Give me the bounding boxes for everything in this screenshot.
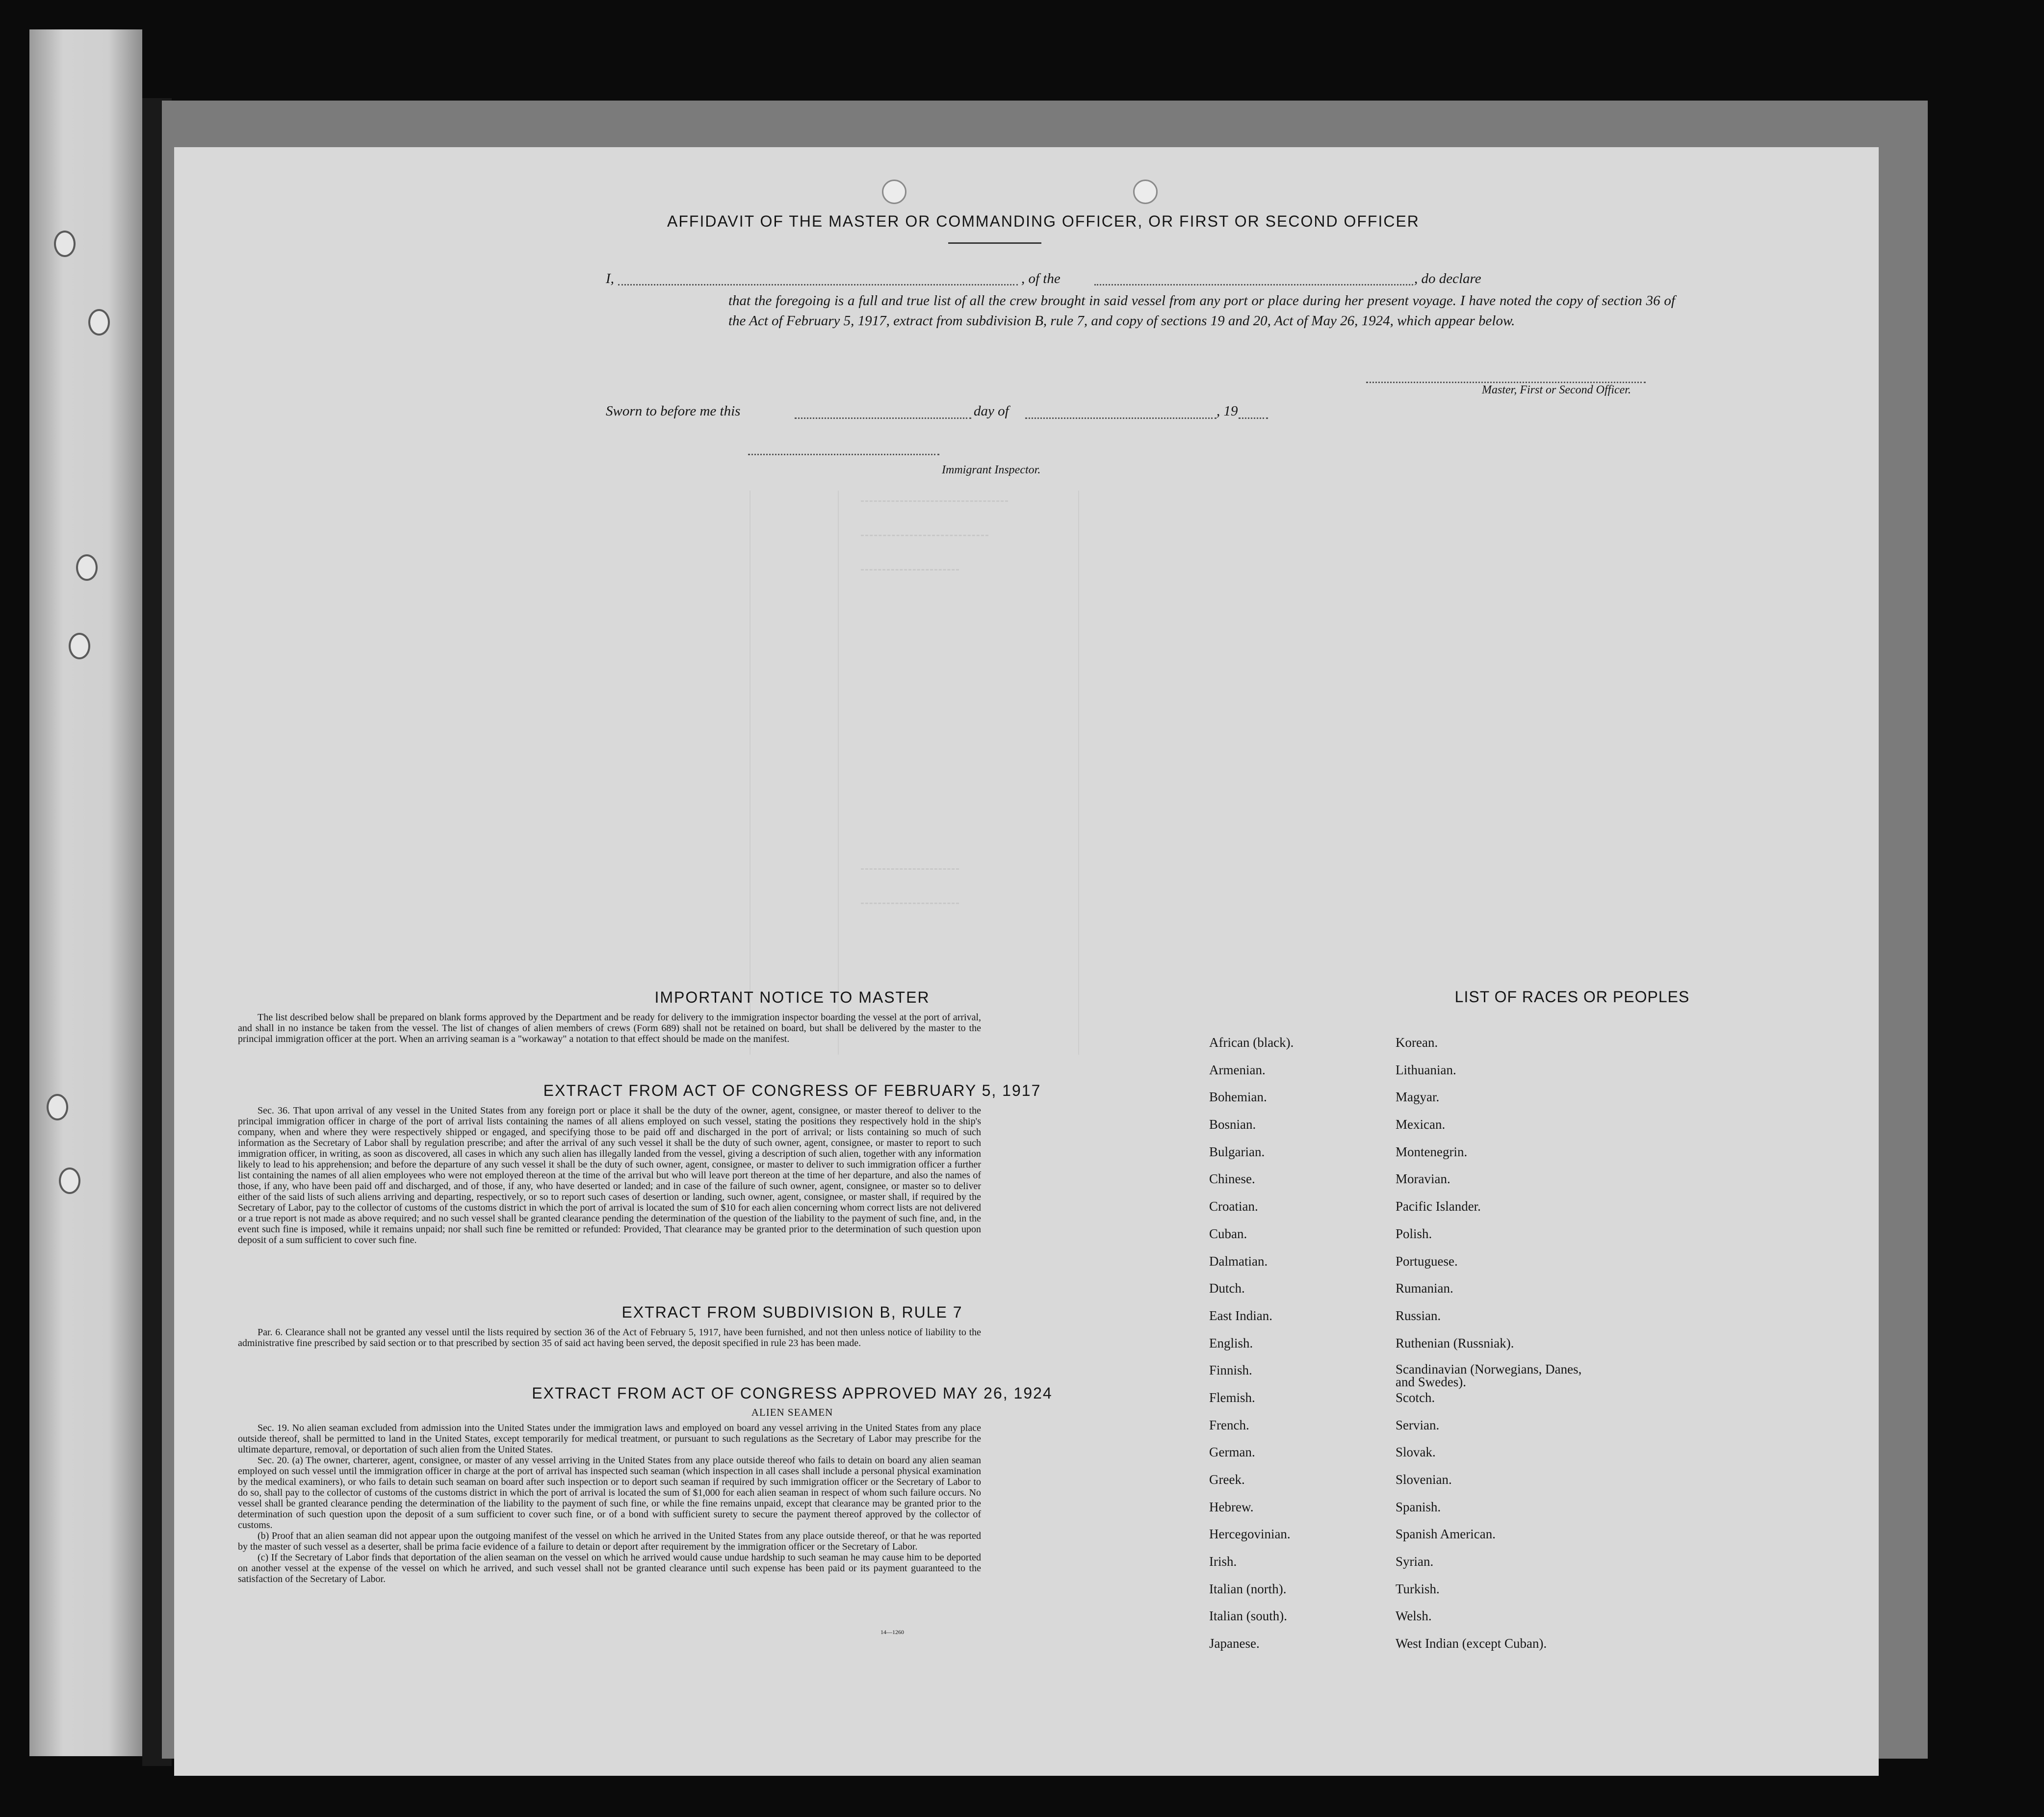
bleed-through-line — [861, 903, 959, 904]
binder-hole — [69, 633, 90, 659]
affidavit-i-label: I, — [606, 271, 614, 286]
race-item: Spanish. — [1396, 1499, 1441, 1514]
race-item: Servian. — [1396, 1417, 1440, 1432]
race-item: Hercegovinian. — [1209, 1527, 1291, 1542]
race-item: English. — [1209, 1335, 1253, 1350]
race-item: Chinese. — [1209, 1171, 1255, 1187]
sec-19-paragraph: Sec. 19. No alien seaman excluded from admission into the United States under the immigration laws and employed on board any vessel arriving in the United States from any place outside thereof, shall be permitted to land in the United States, except temporarily for medical treatment, or pursuant to such regulations as the Secretary of Labor may prescribe for the ultimate departure, removal, or deportation of such alien from the United States. — [238, 1423, 981, 1455]
bleed-through-line — [1078, 491, 1079, 1055]
affidavit-of-the-label: , of the — [1021, 271, 1061, 286]
vessel-name-field[interactable] — [1094, 284, 1413, 286]
bleed-through-line — [861, 868, 959, 870]
race-item: Russian. — [1396, 1308, 1441, 1323]
sec-20b-paragraph: (b) Proof that an alien seaman did not appear upon the outgoing manifest of the vessel on which he arrived in the United States from any place outside thereof, or that he was reported by the master of such vessel as a deserter, shall be prima facie evidence of a failure to detain or deport after requirement by the immigration officer or the Secretary of Labor. — [238, 1531, 981, 1552]
sworn-month-field[interactable] — [1025, 417, 1216, 419]
race-item: French. — [1209, 1417, 1249, 1432]
race-item: Armenian. — [1209, 1062, 1266, 1077]
extract-1924-title: EXTRACT FROM ACT OF CONGRESS APPROVED MAY 26, 1924 — [532, 1384, 1053, 1402]
race-item: Korean. — [1396, 1035, 1438, 1050]
race-item: African (black). — [1209, 1035, 1294, 1050]
notice-title: IMPORTANT NOTICE TO MASTER — [654, 988, 930, 1006]
race-item: Bosnian. — [1209, 1117, 1256, 1132]
binder-hole — [59, 1168, 80, 1194]
bleed-through-line — [861, 535, 988, 536]
race-item: Bulgarian. — [1209, 1144, 1265, 1159]
title-underline — [948, 242, 1041, 244]
race-item: Italian (south). — [1209, 1609, 1287, 1624]
race-item: Flemish. — [1209, 1390, 1255, 1405]
affidavit-declare-label: , do declare — [1414, 271, 1481, 286]
year-label: , 19 — [1216, 403, 1238, 419]
races-title: LIST OF RACES OR PEOPLES — [1454, 988, 1690, 1006]
race-item: Pacific Islander. — [1396, 1199, 1481, 1214]
race-item: Portuguese. — [1396, 1253, 1458, 1269]
form-page — [174, 147, 1879, 1776]
race-item: Italian (north). — [1209, 1581, 1287, 1596]
race-item: Syrian. — [1396, 1554, 1434, 1569]
binder-hole — [88, 309, 110, 336]
race-item: Mexican. — [1396, 1117, 1446, 1132]
sworn-day-field[interactable] — [795, 417, 971, 419]
extract-1917-title: EXTRACT FROM ACT OF CONGRESS OF FEBRUARY 5, 1917 — [543, 1082, 1041, 1099]
races-left-column — [1209, 1035, 1386, 1663]
notice-body: The list described below shall be prepared on blank forms approved by the Department and be ready for delivery to the immigration inspector boarding the vessel at the port of arrival, and shall in no instance be taken from the vessel. The list of changes of alien members of crews (Form 689) shall not be retained on board, but shall be delivered by the master to the principal immigration officer at the port. When an arriving seaman is a "workaway" a notation to that effect should be made on the manifest. — [238, 1012, 981, 1044]
binder-strip — [29, 29, 142, 1756]
race-item: Ruthenian (Russniak). — [1396, 1335, 1514, 1350]
binder-hole — [47, 1094, 68, 1120]
day-of-label: day of — [974, 403, 1009, 419]
sec-20c-paragraph: (c) If the Secretary of Labor finds that deportation of the alien seaman on the vessel on which he arrived would cause undue hardship to such seaman he may cause him to be deported on another vessel at the expense of the vessel on which he arrived, and such vessel shall not be granted clearance until such expense has been paid or its payment guaranteed to the satisfaction of the Secretary of Labor. — [238, 1552, 981, 1584]
race-item: East Indian. — [1209, 1308, 1272, 1323]
master-signature-label: Master, First or Second Officer. — [1482, 384, 1631, 396]
master-signature-field[interactable] — [1366, 382, 1646, 383]
extract-1924-body — [238, 1423, 981, 1584]
affidavit-title: AFFIDAVIT OF THE MASTER OR COMMANDING OFFICER, OR FIRST OR SECOND OFFICER — [667, 212, 1420, 230]
race-item: Turkish. — [1396, 1581, 1440, 1596]
binder-hole — [76, 554, 98, 581]
extract-rule7-body: Par. 6. Clearance shall not be granted any vessel until the lists required by section 36 of the Act of February 5, 1917, have been furnished, and not then unless notice of liability to the administrative fine prescribed by said section or to that prescribed by section 35 of said act having been served, the deposit specified in rule 23 has been made. — [238, 1327, 981, 1349]
extract-1917-body: Sec. 36. That upon arrival of any vessel in the United States from any foreign port or place it shall be the duty of the owner, agent, consignee, or master thereof to deliver to the principal immigration officer in charge of the port of arrival lists containing the names of all aliens employed on such vessel, stating the positions they respectively hold in the ship's company, when and where they were respectively shipped or engaged, and specifying those to be paid off and discharged in the port of arrival; or lists containing so much of such information as the Secretary of Labor shall by regulation prescribe; and after the arrival of any such vessel it shall be the duty of such owner, agent, consignee, or master to report to such immigration officer, in writing, as soon as discovered, all cases in which any such alien has illegally landed from the vessel, giving a description of such alien, together with any information likely to lead to his apprehension; and before the departure of any such vessel it shall be the duty of such owner, agent, consignee, or master to deliver to such immigration officer a further list containing the names of all alien employees who were not employed thereon at the time of the arrival but who will leave port thereon at the time of her departure, and also the names of those, if any, who have been paid off and discharged, and of those, if any, who have deserted or landed; and in case of the failure of such owner, agent, consignee, or master so to deliver either of the said lists of such aliens arriving and departing, respectively, or so to report such cases of desertion or landing, such owner, agent, consignee, or master shall, if required by the Secretary of Labor, pay to the collector of customs of the customs district in which the port of arrival is located the sum of $10 for each alien concerning whom correct lists are not delivered or a true report is not made as above required; and no such vessel shall be granted clearance pending the determination of the question of the liability to the payment of such fine, and, in the event such fine is imposed, while it remains unpaid; nor shall such fine be remitted or refunded: Provided, That clearance may be granted prior to the determination of such question upon deposit of a sum sufficient to cover such fine. — [238, 1105, 981, 1246]
race-item: Irish. — [1209, 1554, 1237, 1569]
race-item: Japanese. — [1209, 1636, 1260, 1651]
race-item: Lithuanian. — [1396, 1062, 1456, 1077]
race-item: Scandinavian (Norwegians, Danes, and Swedes). — [1396, 1362, 1582, 1390]
race-item: Magyar. — [1396, 1090, 1440, 1105]
extract-rule7-title: EXTRACT FROM SUBDIVISION B, RULE 7 — [621, 1303, 963, 1321]
sec-20a-paragraph: Sec. 20. (a) The owner, charterer, agent, consignee, or master of any vessel arriving in the United States from any place outside thereof who fails to detain on board any alien seaman employed on such vessel until the immigration officer in charge at the port of arrival has inspected such seaman (which inspection in all cases shall include a personal physical examination by the medical examiners), or who fails to detain such seaman on board after such inspection or to deport such seaman if required by such immigration officer or the Secretary of Labor to do so, shall pay to the collector of customs of the customs district in which the port of arrival is located the sum of $1,000 for each alien seaman in respect of whom such failure occurs. No vessel shall be granted clearance pending the determination of the liability to the payment of such fine, or while the fine remains unpaid, except that clearance may be granted prior to the determination of such question upon the deposit of a sum sufficient to cover such fine, or of a bond with sufficient surety to secure the payment thereof approved by the collector of customs. — [238, 1455, 981, 1531]
races-right-column — [1396, 1035, 1602, 1663]
race-item: Spanish American. — [1396, 1527, 1496, 1542]
inspector-signature-field[interactable] — [748, 454, 939, 455]
race-item: Slovenian. — [1396, 1472, 1452, 1487]
master-name-field[interactable] — [618, 284, 1018, 286]
race-item: Welsh. — [1396, 1609, 1432, 1624]
race-item: Croatian. — [1209, 1199, 1258, 1214]
race-item: Scotch. — [1396, 1390, 1435, 1405]
sworn-year-field[interactable] — [1239, 417, 1268, 419]
bleed-through-line — [861, 500, 1008, 502]
race-item: Dutch. — [1209, 1281, 1245, 1296]
binder-hole — [54, 231, 76, 257]
race-item: German. — [1209, 1445, 1255, 1460]
sworn-label: Sworn to before me this — [606, 403, 741, 419]
race-item: West Indian (except Cuban). — [1396, 1636, 1547, 1651]
inspector-label: Immigrant Inspector. — [942, 464, 1041, 476]
bleed-through-line — [861, 569, 959, 571]
race-item: Greek. — [1209, 1472, 1245, 1487]
race-item: Finnish. — [1209, 1363, 1252, 1378]
race-item: Dalmatian. — [1209, 1253, 1268, 1269]
race-item: Hebrew. — [1209, 1499, 1254, 1514]
race-item: Cuban. — [1209, 1226, 1247, 1241]
race-item: Slovak. — [1396, 1445, 1436, 1460]
race-item: Bohemian. — [1209, 1090, 1267, 1105]
bleed-through-line — [838, 491, 839, 1055]
race-item: Moravian. — [1396, 1171, 1450, 1187]
punch-hole — [882, 180, 906, 204]
race-item: Polish. — [1396, 1226, 1432, 1241]
affidavit-body: that the foregoing is a full and true list of all the crew brought in said vessel from any port or place during her present voyage. I have noted the copy of section 36 of the Act of February 5, 1917, extract from subdivision B, rule 7, and copy of sections 19 and 20, Act of May 26, 1924, which appear below. — [728, 293, 1675, 329]
race-item: Rumanian. — [1396, 1281, 1453, 1296]
form-number: 14—1260 — [880, 1629, 904, 1635]
extract-1924-subtitle: ALIEN SEAMEN — [751, 1406, 833, 1418]
punch-hole — [1133, 180, 1158, 204]
race-item: Montenegrin. — [1396, 1144, 1468, 1159]
